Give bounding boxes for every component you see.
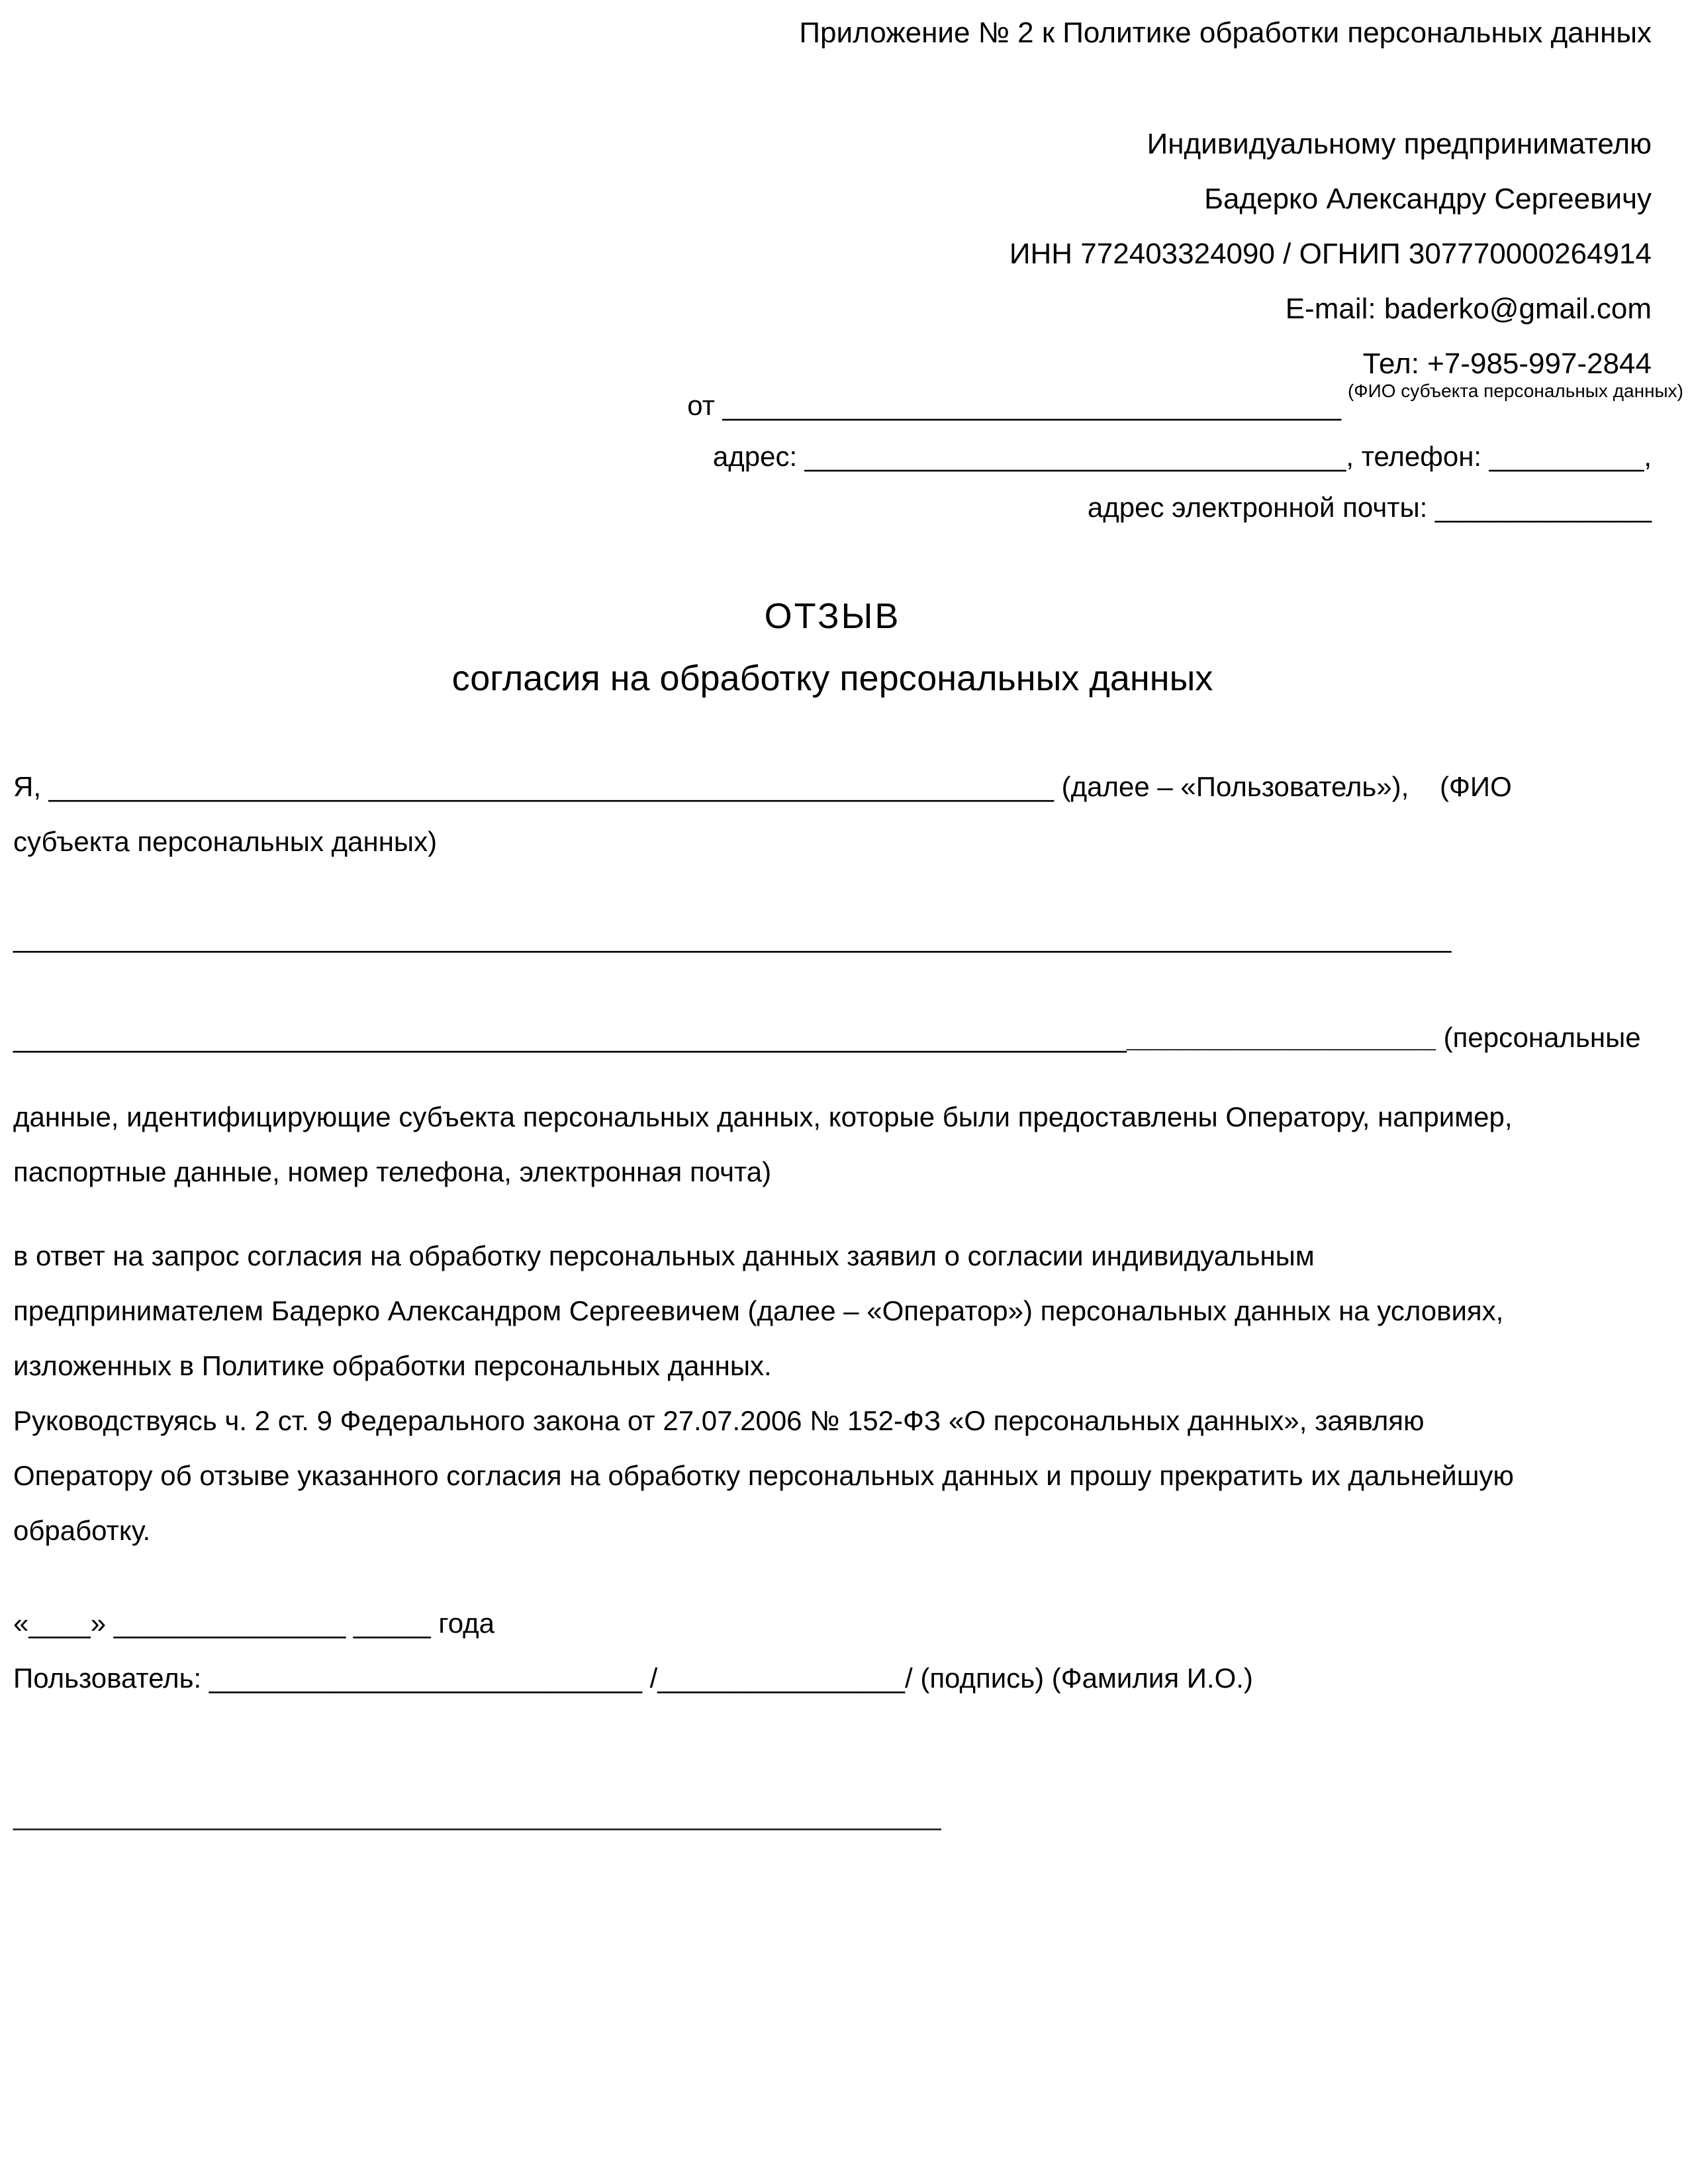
date-signature-line: «____» _______________ _____ года [13,1608,495,1639]
personal-data-note-line-2: паспортные данные, номер телефона, электронная почта) [13,1156,772,1187]
withdrawal-paragraph-line-2: Оператору об отзыве указанного согласия на обработку персональных данных и прошу прекратить их дальнейшую [13,1460,1514,1491]
footer-blank-line: ____________________________________________________________ [13,1799,941,1831]
from-field-row [13,380,1683,431]
from-field-line: от ________________________________________ [687,390,1341,421]
user-signature-line: Пользователь: ____________________________ /________________/ (подпись) (Фамилия И.О.) [13,1662,1253,1694]
recipient-inn-ogrnip: ИНН 772403324090 / ОГНИП 307770000264914 [1009,238,1652,270]
personal-data-note-line-1: данные, идентифицирующие субъекта персональных данных, которые были предоставлены Оператору, например, [13,1101,1513,1132]
withdrawal-paragraph-line-1: Руководствуясь ч. 2 ст. 9 Федерального закона от 27.07.2006 № 152-ФЗ «О персональных данных», заявляю [13,1405,1425,1436]
declarant-line-1: Я, _________________________________________________________________ (далее – «Пользователь»), (ФИО [13,771,1512,802]
withdrawal-paragraph-line-3: обработку. [13,1515,151,1546]
consent-paragraph-line-3: изложенных в Политике обработки персональных данных. [13,1350,772,1381]
recipient-phone: Тел: +7-985-997-2844 [1362,347,1652,380]
consent-paragraph-line-2: предпринимателем Бадерко Александром Сергеевичем (далее – «Оператор») персональных данных на условиях, [13,1295,1504,1326]
recipient-name: Бадерко Александру Сергеевичу [1204,183,1652,215]
blank-fill-line-1: _____________________________________________________________________________________________ [13,922,1452,953]
fio-hint: (ФИО субъекта персональных данных) [1347,381,1683,401]
blank-fill-line-2 [13,1010,1652,1065]
declarant-line-2: субъекта персональных данных) [13,826,438,857]
recipient-role: Индивидуальному предпринимателю [1147,128,1652,160]
appendix-note: Приложение № 2 к Политике обработки персональных данных [799,17,1652,49]
consent-paragraph-line-1: в ответ на запрос согласия на обработку персональных данных заявил о согласии индивидуальным [13,1240,1315,1271]
personal-data-note-lead: (персональные [1435,1022,1641,1053]
document-title: ОТЗЫВ [764,596,901,636]
document-subtitle: согласия на обработку персональных данных [451,659,1213,698]
blank-fill-line-2-overlap: ____________________ [1126,1022,1436,1053]
recipient-email: E-mail: baderko@gmail.com [1285,293,1652,325]
email-field-line: адрес электронной почты: ______________ [1087,492,1652,523]
recipient-block [13,116,1652,391]
address-phone-field-line: адрес: ___________________________________, телефон: __________, [712,441,1652,472]
blank-fill-line-2-left: ________________________________________________________________________ [13,1022,1127,1053]
